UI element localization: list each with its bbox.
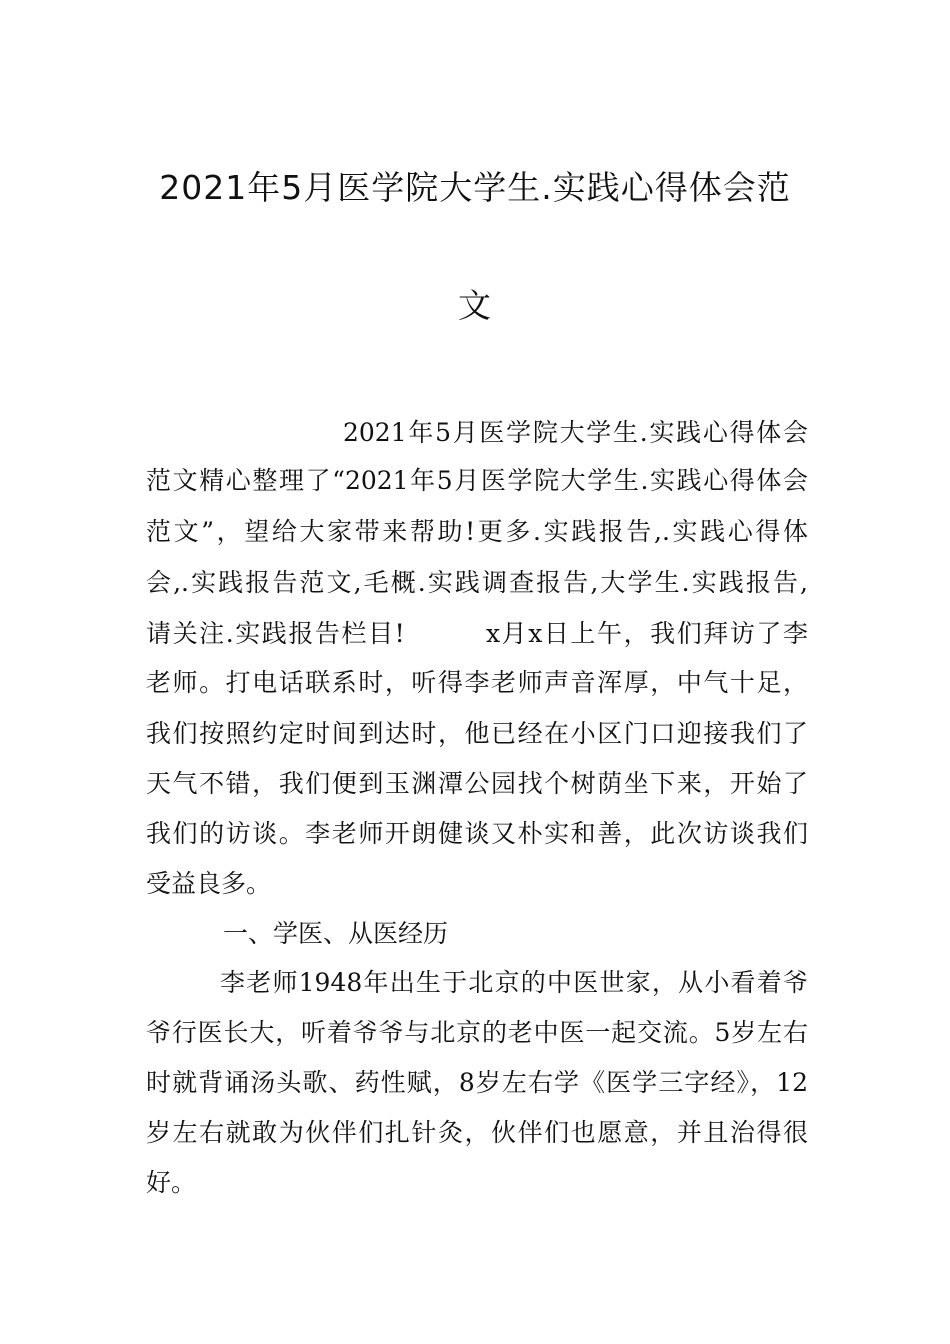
body-line-4: 会,.实践报告范文,毛概.实践调查报告,大学生.实践报告, [146,568,808,597]
body-line-3: 范文”，望给大家带来帮助!更多.实践报告,.实践心得体 [146,517,808,546]
body-line-8: 天气不错，我们便到玉渊潭公园找个树荫坐下来，开始了 [146,769,808,798]
section-heading: 一、学医、从医经历 [223,919,449,948]
body-line-10: 受益良多。 [146,869,272,898]
body-line-7: 我们按照约定时间到达时，他已经在小区门口迎接我们了 [146,719,808,748]
document-title-line-1: 2021年5月医学院大学生.实践心得体会范 [159,168,791,207]
body-line-2: 范文精心整理了“2021年5月医学院大学生.实践心得体会 [146,466,808,495]
body-line-9: 我们的访谈。李老师开朗健谈又朴实和善，此次访谈我们 [146,819,808,848]
body-line-16: 好。 [146,1168,197,1197]
body-line-6: 老师。打电话联系时，听得李老师声音浑厚，中气十足， [146,668,808,697]
document-title-line-2: 文 [458,286,492,325]
body-line-13: 爷行医长大，听着爷爷与北京的老中医一起交流。5岁左右 [146,1018,808,1047]
body-line-12: 李老师1948年出生于北京的中医世家，从小看着爷 [220,968,808,997]
body-line-14: 时就背诵汤头歌、药性赋，8岁左右学《医学三字经》，12 [146,1068,808,1097]
body-line-1: 2021年5月医学院大学生.实践心得体会 [343,418,808,447]
body-line-15: 岁左右就敢为伙伴们扎针灸，伙伴们也愿意，并且治得很 [146,1118,808,1147]
body-line-5: 请关注.实践报告栏目! x月x日上午，我们拜访了李 [146,619,808,648]
